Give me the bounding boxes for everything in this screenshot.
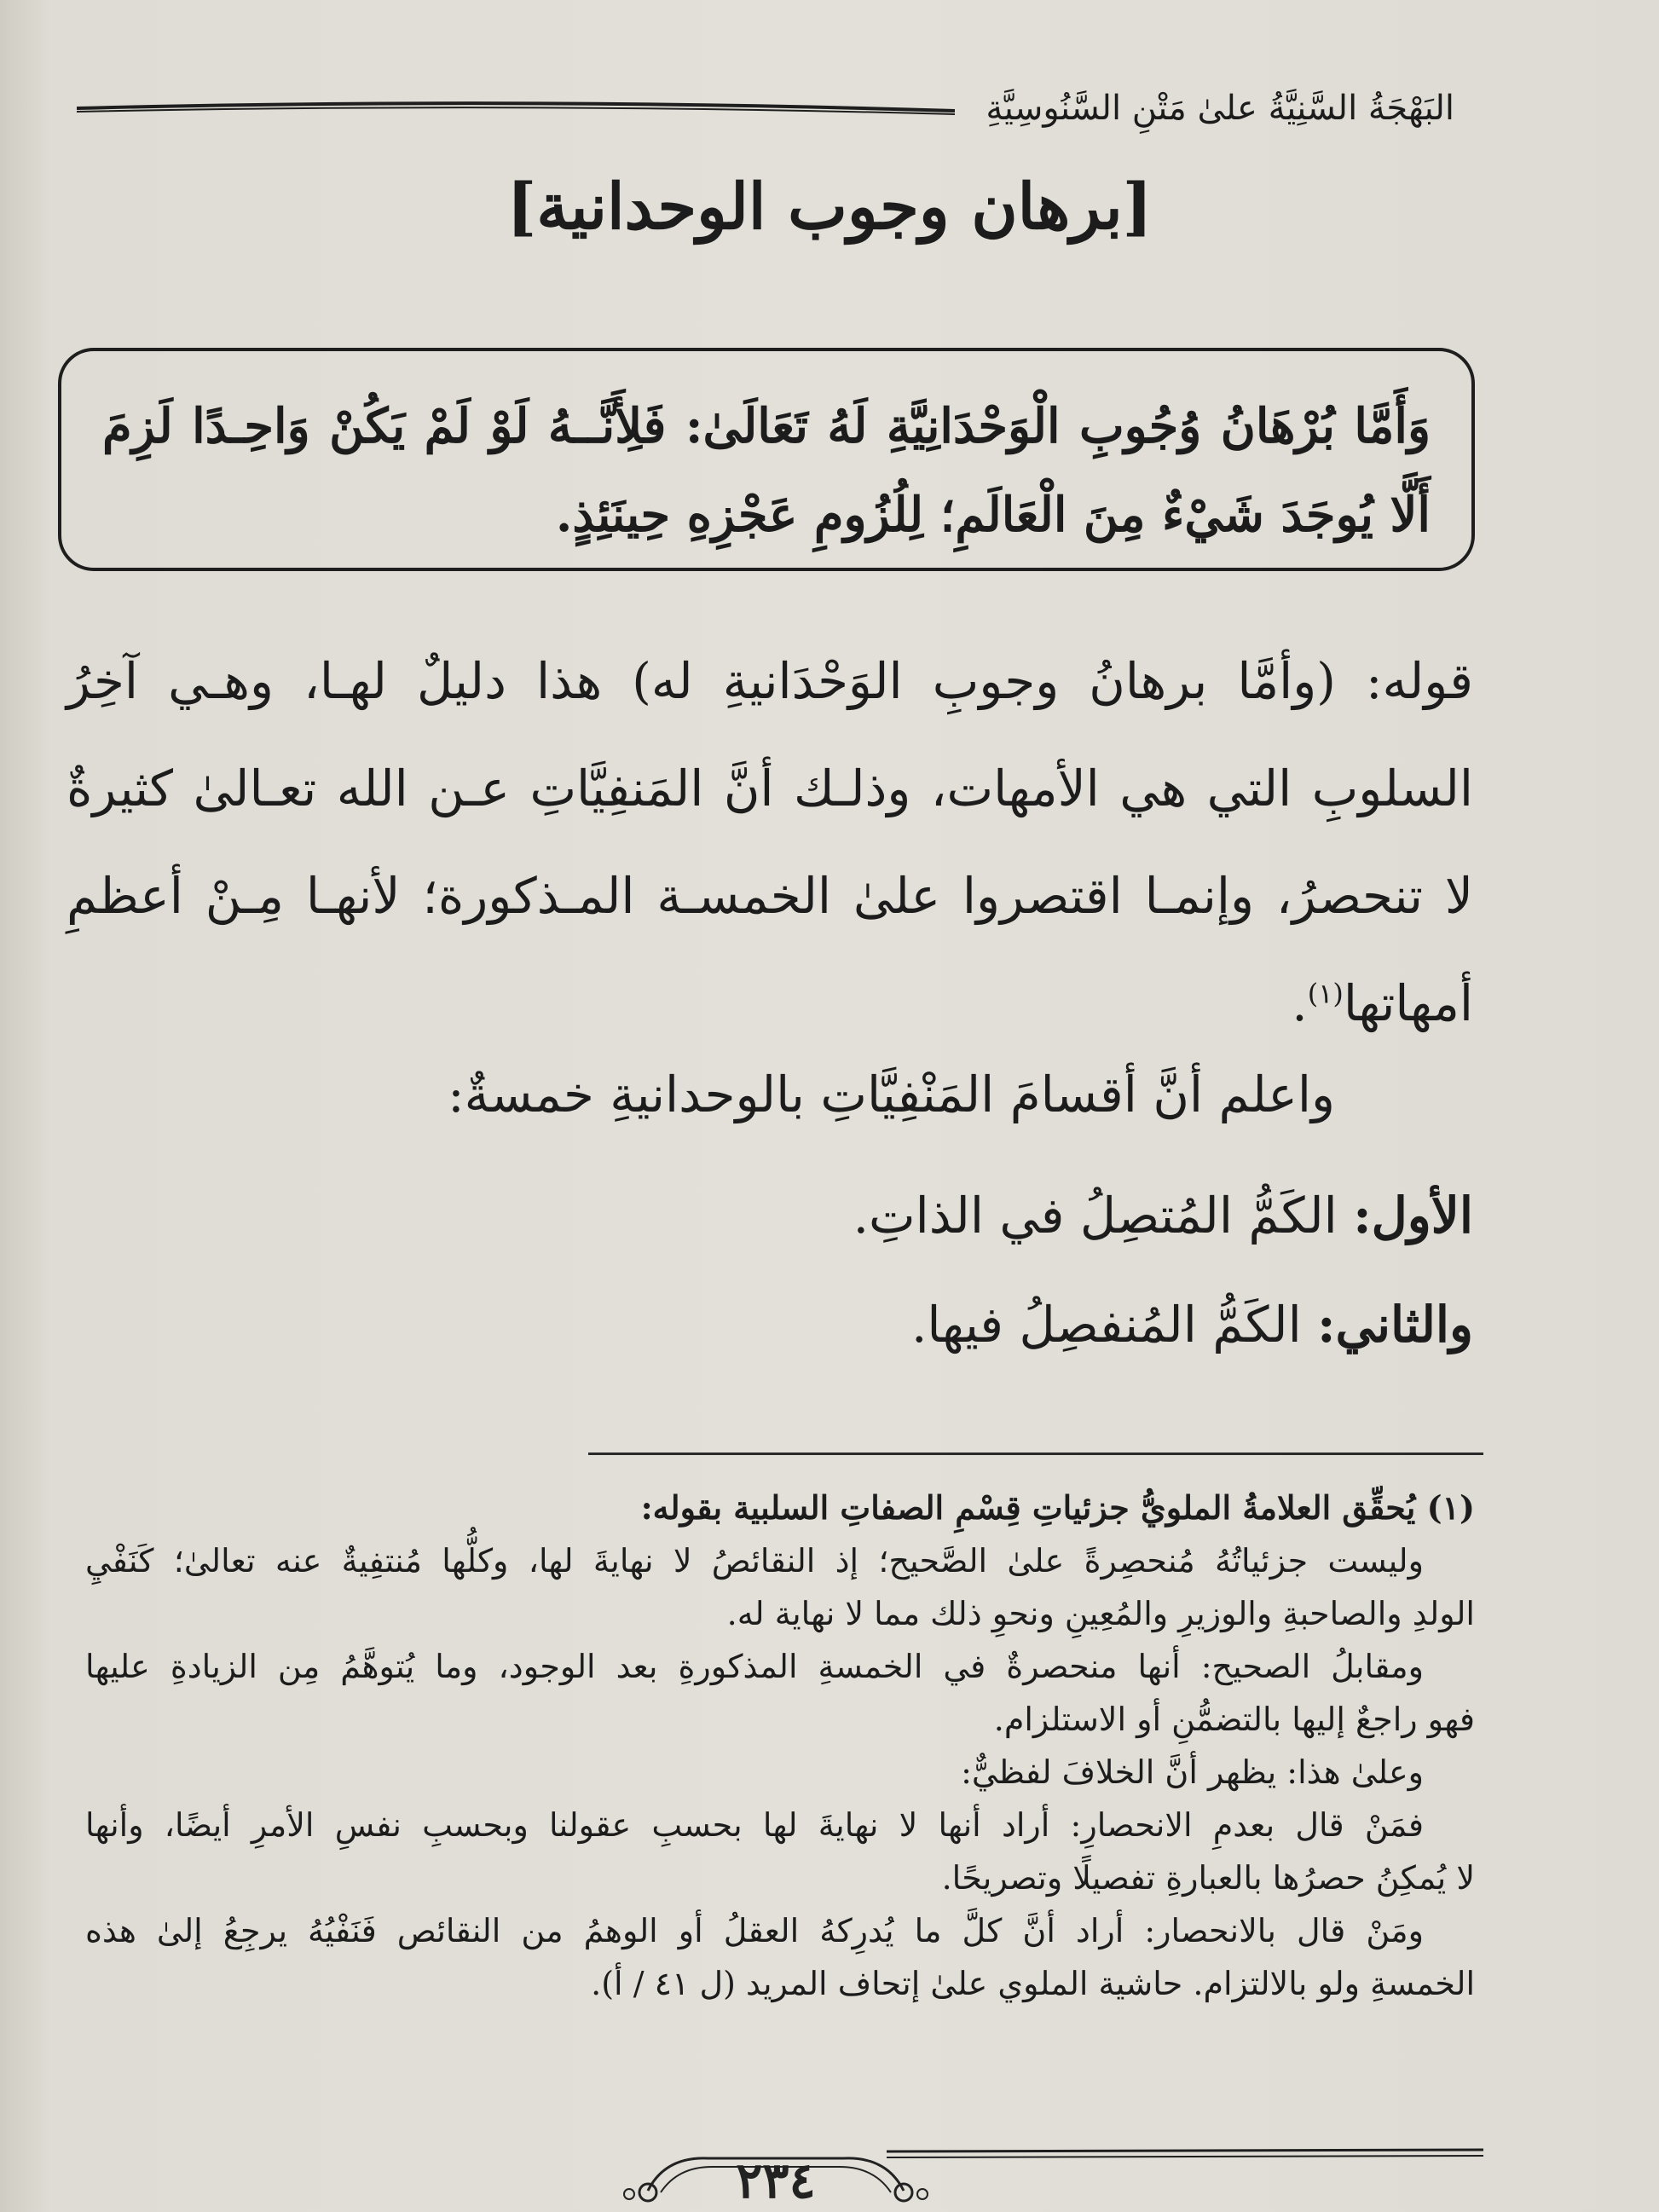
page-number-ornament bbox=[614, 2140, 938, 2212]
footnote-line: الخمسةِ ولو بالالتزام. حاشية الملوي علىٰ إتحاف المريد (ل ٤١ / أ). bbox=[591, 1965, 1475, 2002]
matn-box bbox=[58, 348, 1475, 571]
footnote-line: وليست جزئياتُهُ مُنحصِرةً علىٰ الصَّحيح؛ إذ النقائصُ لا نهايةَ لها، وكلُّها مُنتفِيةٌ عنه تعالىٰ؛ كَنَفْيِ bbox=[85, 1542, 1424, 1580]
footnote-line: وعلىٰ هذا: يظهر أنَّ الخلافَ لفظيٌّ: bbox=[961, 1753, 1424, 1791]
matn-line: وَأَمَّا بُرْهَانُ وُجُوبِ الْوَحْدَانِيَّةِ لَهُ تَعَالَىٰ: فَلِأَنَّــهُ لَوْ لَمْ يَكُنْ وَاحِـدًا لَزِمَ bbox=[102, 398, 1431, 454]
division-label: الأول: bbox=[1353, 1187, 1473, 1245]
footnote-line: لا يُمكِنُ حصرُها بالعبارةِ تفصيلًا وتصريحًا. bbox=[941, 1859, 1475, 1897]
footnote-separator bbox=[588, 1453, 1483, 1455]
commentary-paragraph bbox=[66, 627, 1473, 1057]
footnote-line: ومقابلُ الصحيح: أنها منحصرةٌ في الخمسةِ المذكورةِ بعد الوجود، وما يُتوهَّمُ مِن الزيادةِ عليها bbox=[85, 1648, 1424, 1685]
footnote-line: فمَنْ قال بعدمِ الانحصارِ: أراد أنها لا نهايةَ لها بحسبِ عقولنا وبحسبِ نفسِ الأمرِ أيضًا، وأنها bbox=[85, 1806, 1424, 1844]
footnote-line: الولدِ والصاحبةِ والوزيرِ والمُعِينِ ونحوِ ذلك مما لا نهاية له. bbox=[726, 1595, 1475, 1632]
section-heading: [برهان وجوب الوحدانية] bbox=[506, 170, 1153, 244]
divisions-list bbox=[194, 1161, 1473, 1379]
commentary-last-line: أمهاتها$^{(١)}$. bbox=[1292, 974, 1473, 1032]
footnote-line: ومَنْ قال بالانحصار: أراد أنَّ كلَّ ما يُدرِكهُ العقلُ أو الوهمُ من النقائص فَنَفْيُهُ يرجِعُ إلىٰ هذه bbox=[85, 1912, 1424, 1949]
footnote-line: (١) يُحقِّق العلامةُ الملويُّ جزئياتِ قِسْمِ الصفاتِ السلبية بقوله: bbox=[640, 1488, 1475, 1527]
division-text: الكَمُّ المُتصِلُ في الذاتِ. bbox=[853, 1187, 1354, 1245]
footnote-reference: (١) bbox=[1307, 977, 1344, 1010]
divisions-intro-block bbox=[56, 1040, 1335, 1149]
running-header-title: البَهْجَةُ السَّنِيَّةُ علىٰ مَتْنِ السَّنُوسِيَّةِ bbox=[986, 89, 1454, 128]
page-number: ٢٣٤ bbox=[736, 2151, 816, 2209]
footnotes bbox=[85, 1481, 1475, 2010]
division-label: والثاني: bbox=[1317, 1296, 1473, 1354]
header-rule bbox=[77, 101, 955, 116]
commentary-line: السلوبِ التي هي الأمهات، وذلـك أنَّ المَنفِيَّاتِ عـن الله تعـالىٰ كثيرةٌ bbox=[66, 759, 1473, 817]
divisions-intro: واعلم أنَّ أقسامَ المَنْفِيَّاتِ بالوحدانيةِ خمسةٌ: bbox=[448, 1066, 1335, 1123]
division-text: الكَمُّ المُنفصِلُ فيها. bbox=[910, 1296, 1318, 1354]
division-item bbox=[194, 1161, 1473, 1270]
commentary-line: لا تنحصرُ، وإنمـا اقتصروا علىٰ الخمسـة المـذكورة؛ لأنهـا مِـنْ أعظمِ bbox=[66, 867, 1473, 925]
bottom-rule bbox=[887, 2148, 1483, 2160]
commentary-line: أمهاتها bbox=[1343, 974, 1473, 1032]
footnote-line: فهو راجعٌ إليها بالتضمُّنِ أو الاستلزام. bbox=[993, 1701, 1475, 1738]
division-item bbox=[194, 1270, 1473, 1379]
commentary-line: قوله: (وأمَّا برهانُ وجوبِ الوَحْدَانيةِ له) هذا دليلٌ لهـا، وهـي آخِرُ bbox=[66, 652, 1473, 710]
matn-line: أَلَّا يُوجَدَ شَيْءٌ مِنَ الْعَالَمِ؛ لِلُزُومِ عَجْزِهِ حِينَئِذٍ. bbox=[555, 487, 1431, 543]
